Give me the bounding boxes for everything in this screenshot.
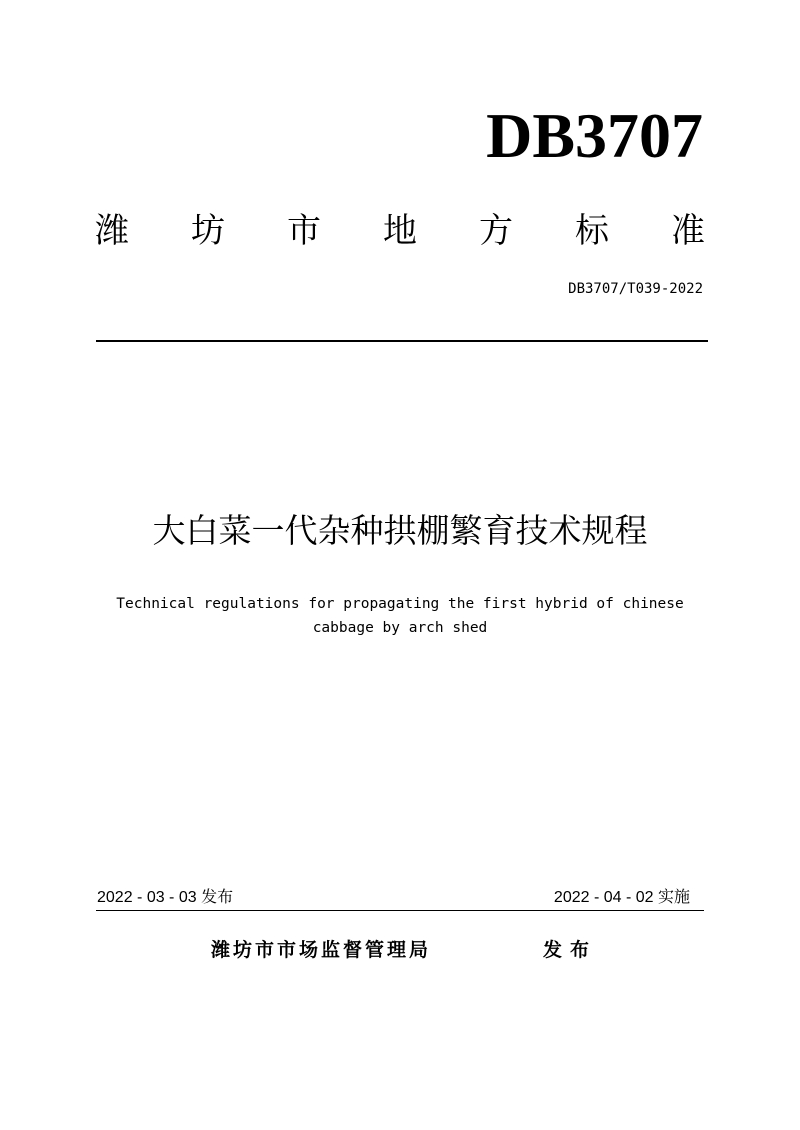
standard-type-char: 市 <box>287 211 321 251</box>
standard-code: DB3707 <box>486 100 703 171</box>
footer-divider <box>96 910 704 911</box>
header-divider <box>96 340 708 342</box>
standard-type-char: 坊 <box>191 211 225 251</box>
standard-type-heading <box>95 206 705 256</box>
document-title-english <box>60 592 740 640</box>
standard-type-char: 潍 <box>95 211 129 251</box>
standard-type-char: 方 <box>479 211 513 251</box>
effective-date: 2022 - 04 - 02 实施 <box>553 889 690 906</box>
publisher-name: 潍坊市市场监督管理局 <box>211 939 432 961</box>
standard-type-char: 地 <box>383 211 417 251</box>
standard-number: DB3707/T039-2022 <box>568 281 703 297</box>
english-title-line: cabbage by arch shed <box>312 620 488 636</box>
publish-label: 发布 <box>543 939 598 961</box>
standard-type-char: 准 <box>671 211 705 251</box>
standard-type-char: 标 <box>575 211 609 251</box>
english-title-line: Technical regulations for propagating the first hybrid of chinese <box>116 596 684 612</box>
document-title-chinese: 大白菜一代杂种拱棚繁育技术规程 <box>152 511 648 550</box>
issue-date: 2022 - 03 - 03 发布 <box>97 889 234 906</box>
